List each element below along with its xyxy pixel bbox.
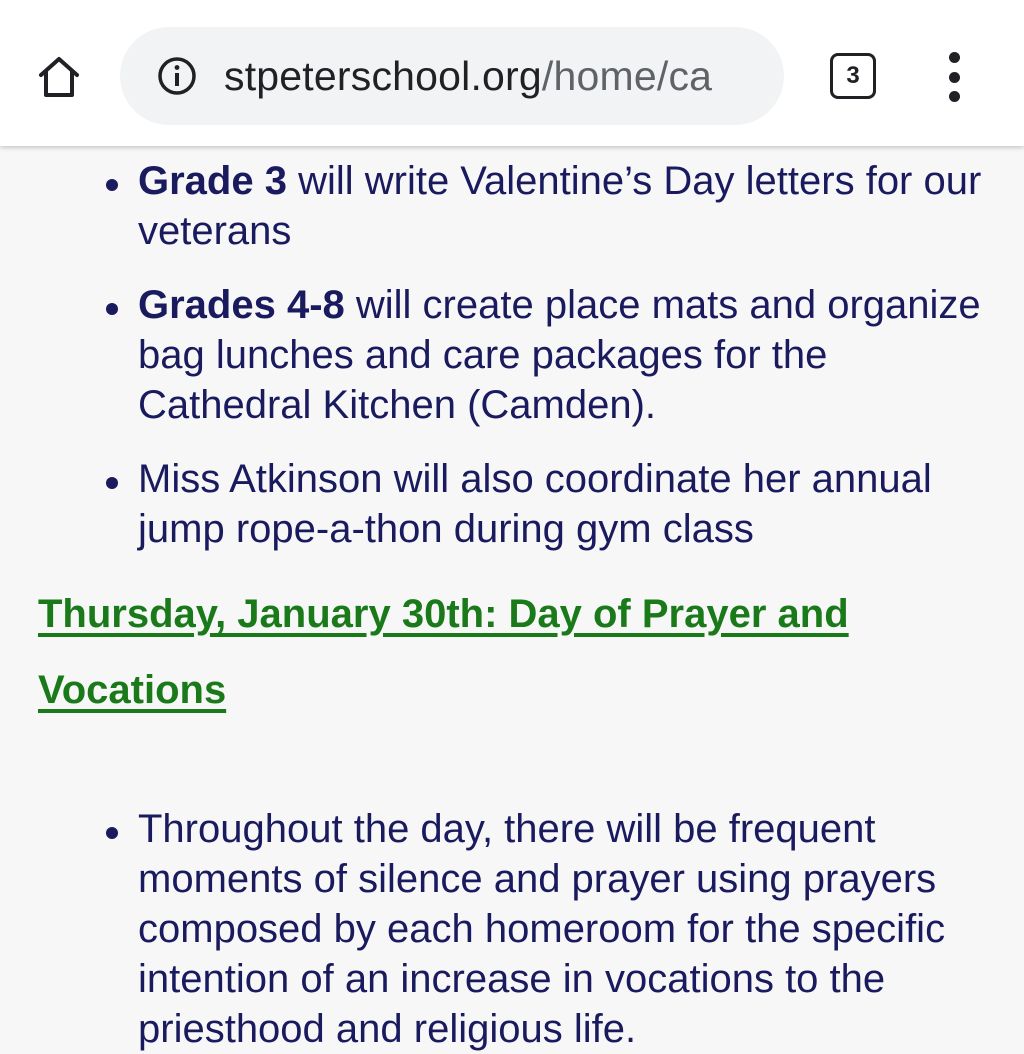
list-item-text: will create place mats and organize bag lunches and care packages for the Cathedral Kitchen (Camden). [138,283,981,427]
more-vert-icon [949,52,960,63]
list-item [138,156,998,256]
url-path: /home/ca [541,53,713,99]
list-item-bold: Grades 4-8 [138,283,345,327]
browser-toolbar [0,0,1024,146]
menu-button[interactable] [936,52,972,102]
more-vert-icon-dot [949,91,960,102]
list-item-bold: Grade 3 [138,159,287,203]
list-item-text: Throughout the day, there will be frequent moments of silence and prayer using prayers composed by each homeroom for the specific intention of an increase in vocations to the priesthood and religious life. [138,807,946,1051]
home-button[interactable] [30,48,88,106]
page-content [0,146,1024,1051]
url-domain: stpeterschool.org [224,53,542,99]
list-item-text: Miss Atkinson will also coordinate her annual jump rope-a-thon during gym class [138,457,932,551]
list-item-text: will write Valentine’s Day letters for our veterans [138,159,982,253]
home-icon [35,53,83,101]
list-item [138,804,998,1054]
info-icon[interactable] [156,55,198,97]
list-item [138,454,998,554]
address-bar[interactable] [120,27,784,125]
list-item [138,280,998,430]
section-heading[interactable]: Thursday, January 30th: Day of Prayer and Vocations [38,592,849,712]
more-vert-icon-dot [949,72,960,83]
url-text[interactable] [224,27,712,125]
tab-count: 3 [830,53,876,99]
tab-switcher-button[interactable] [830,53,876,99]
